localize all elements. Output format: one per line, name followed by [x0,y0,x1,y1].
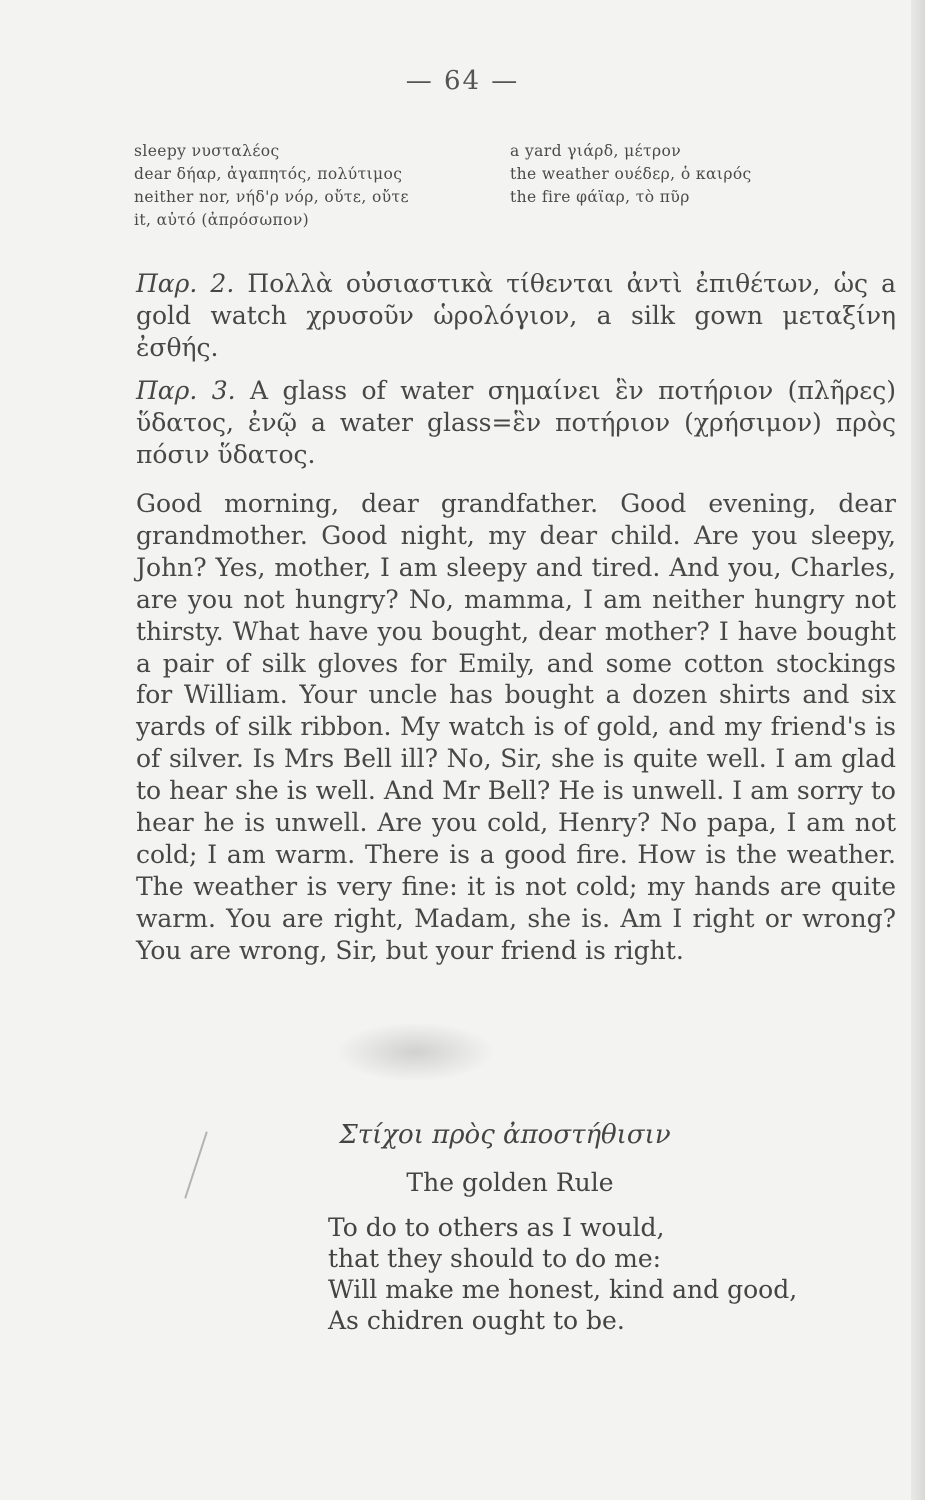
poem-line: Will make me honest, kind and good, [328,1275,798,1304]
vocab-entry: dear δήαρ, ἀγαπητός, πολύτιμος [134,165,403,183]
poem-line: that they should to do me: [328,1244,662,1273]
vocab-entry: the fire φάϊαρ, τὸ πῦρ [510,188,690,206]
poem [328,1212,888,1336]
note-label: Παρ. 3. [136,376,236,405]
vocab-entry: a yard γιάρδ, μέτρον [510,142,682,160]
poem-subtitle: The golden Rule [406,1168,614,1197]
poem-line: As chidren ought to be. [328,1306,625,1335]
vocabulary-left-column [134,140,494,232]
note-label: Παρ. 2. [136,269,235,298]
ink-smudge [335,1022,495,1082]
vocab-entry: the weather ουέδερ, ὁ καιρός [510,165,752,183]
grammar-note [136,268,896,364]
note-text: A glass of water σημαίνει ἓν ποτήριον (πλῆρες) ὕδατος, ἐνῷ a water glass=ἓν ποτήριον (χρήσιμον) πρὸς πόσιν ὕδατος. [136,376,896,469]
note-text: Πολλὰ οὐσιαστικὰ τίθενται ἀντὶ ἐπιθέτων, ὡς a gold watch χρυσοῦν ὡρολόγιον, a silk gown μεταξίνη ἐσθής. [136,269,896,362]
reading-passage: Good morning, dear grandfather. Good evening, dear grandmother. Good night, my dear child. Are you sleepy, John? Yes, mother, I am sleepy and tired. And you, Charles, are you not hungry? No, mamma, I am neither hungry not thirsty. What have you bought, dear mother? I have bought a pair of silk gloves for Emily, and some cotton stockings for William. Your uncle has bought a dozen shirts and six yards of silk ribbon. My watch is of gold, and my friend's is of silver. Is Mrs Bell ill? No, Sir, she is quite well. I am glad to hear she is well. And Mr Bell? He is unwell. I am sorry to hear he is unwell. Are you cold, Henry? No papa, I am not cold; I am warm. There is a good fire. How is the weather. The weather is very fine: it is not cold; my hands are quite warm. You are right, Madam, she is. Am I right or wrong? You are wrong, Sir, but your friend is right. [136,489,896,965]
poem-title: Στίχοι πρὸς ἀποστήθισιν [339,1120,671,1150]
grammar-note [136,375,896,471]
vocab-entry: neither nor, νήδ'ρ νόρ, οὔτε, οὔτε [134,188,409,206]
poem-line: To do to others as I would, [328,1213,665,1242]
vocab-entry: it, αὐτό (ἀπρόσωπον) [134,211,310,229]
page-edge [911,0,925,1500]
vocabulary-right-column [510,140,870,209]
page-number: — 64 — [405,66,520,96]
vocab-entry: sleepy νυσταλέος [134,142,280,160]
